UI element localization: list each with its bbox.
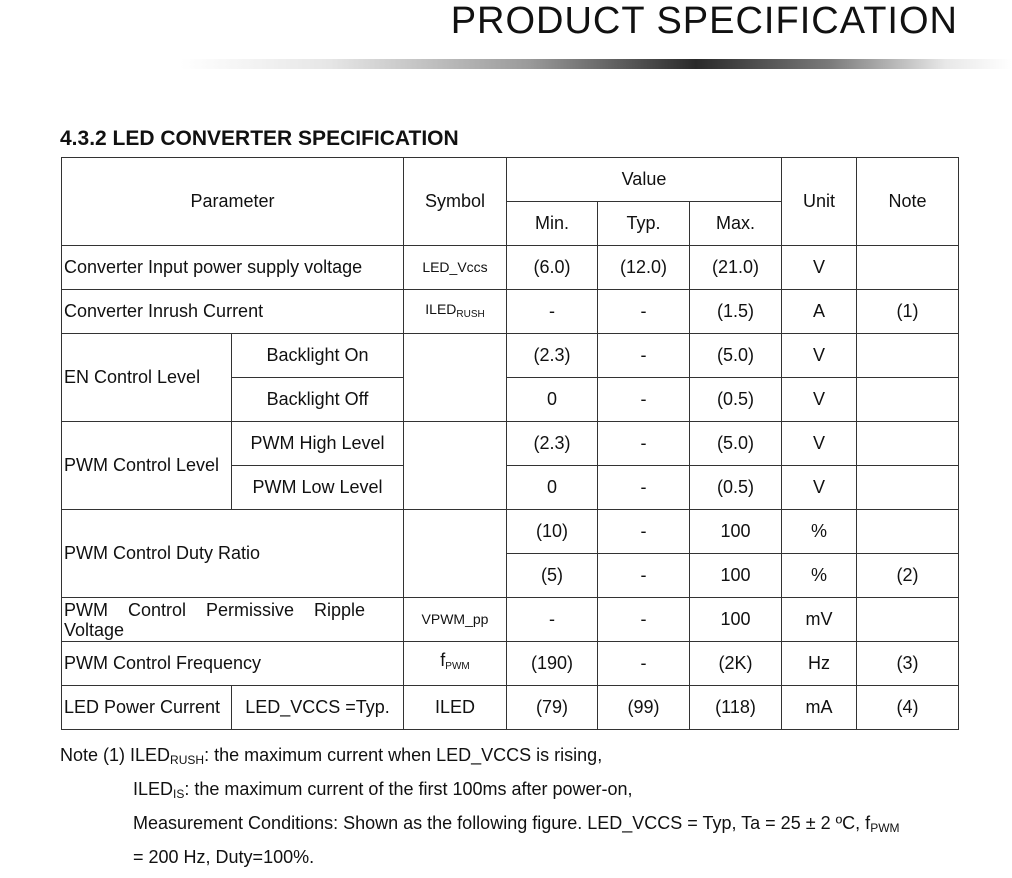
symbol-cell [404, 642, 507, 686]
unit-cell: mA [782, 686, 857, 730]
max-cell: 100 [690, 554, 782, 598]
max-cell: (2K) [690, 642, 782, 686]
param-cell: Converter Input power supply voltage [62, 246, 404, 290]
note-text: = 200 Hz, Duty=100%. [133, 847, 315, 867]
note-text: Note (1) ILED [60, 745, 171, 765]
param-cell: LED Power Current [62, 686, 232, 730]
typ-cell: - [598, 378, 690, 422]
symbol-subscript: PWM [445, 661, 470, 672]
note-text: : the maximum current when LED_VCCS is rising, [204, 745, 603, 765]
unit-cell: V [782, 246, 857, 290]
notes-block [60, 742, 900, 878]
note-line-2 [60, 776, 900, 810]
table-row [62, 290, 959, 334]
table-row [62, 510, 959, 554]
symbol-cell [404, 422, 507, 510]
note-cell [857, 246, 959, 290]
max-cell: (0.5) [690, 378, 782, 422]
typ-cell: - [598, 334, 690, 378]
typ-cell: - [598, 466, 690, 510]
note-cell: (2) [857, 554, 959, 598]
symbol-cell: VPWM_pp [404, 598, 507, 642]
symbol-cell [404, 510, 507, 598]
note-subscript: IS [173, 787, 185, 801]
header-value: Value [507, 158, 782, 202]
param-cell: EN Control Level [62, 334, 232, 422]
min-cell: (190) [507, 642, 598, 686]
note-cell [857, 510, 959, 554]
note-text: : the maximum current of the first 100ms after power-on, [184, 779, 633, 799]
table-row [62, 246, 959, 290]
note-cell [857, 598, 959, 642]
max-cell: (21.0) [690, 246, 782, 290]
param-cell: PWM Control Frequency [62, 642, 404, 686]
page-header-title: PRODUCT SPECIFICATION [450, 0, 958, 42]
unit-cell: V [782, 334, 857, 378]
min-cell: 0 [507, 378, 598, 422]
symbol-main: ILED [425, 300, 457, 317]
unit-cell: % [782, 554, 857, 598]
note-cell [857, 378, 959, 422]
symbol-cell: LED_Vccs [404, 246, 507, 290]
condition-cell: Backlight Off [232, 378, 404, 422]
param-cell: PWM Control Duty Ratio [62, 510, 404, 598]
min-cell: (79) [507, 686, 598, 730]
symbol-cell: ILED [404, 686, 507, 730]
condition-cell: LED_VCCS =Typ. [232, 686, 404, 730]
unit-cell: mV [782, 598, 857, 642]
section-title: 4.3.2 LED CONVERTER SPECIFICATION [60, 127, 459, 150]
header-parameter: Parameter [62, 158, 404, 246]
symbol-main: f [440, 650, 446, 670]
table-row [62, 334, 959, 378]
header-unit: Unit [782, 158, 857, 246]
max-cell: (5.0) [690, 334, 782, 378]
note-cell: (1) [857, 290, 959, 334]
min-cell: (5) [507, 554, 598, 598]
note-line-3 [60, 810, 900, 844]
note-line-1 [60, 742, 900, 776]
unit-cell: % [782, 510, 857, 554]
table-row [62, 686, 959, 730]
param-cell [62, 598, 404, 642]
unit-cell: V [782, 422, 857, 466]
min-cell: (6.0) [507, 246, 598, 290]
min-cell: (10) [507, 510, 598, 554]
note-text: ILED [133, 779, 174, 799]
symbol-subscript: RUSH [456, 308, 485, 320]
min-cell: (2.3) [507, 422, 598, 466]
table-row [62, 422, 959, 466]
header-max: Max. [690, 202, 782, 246]
unit-cell: A [782, 290, 857, 334]
max-cell: (5.0) [690, 422, 782, 466]
typ-cell: - [598, 554, 690, 598]
note-cell: (3) [857, 642, 959, 686]
unit-cell: Hz [782, 642, 857, 686]
max-cell: 100 [690, 598, 782, 642]
typ-cell: (12.0) [598, 246, 690, 290]
typ-cell: - [598, 290, 690, 334]
condition-cell: PWM High Level [232, 422, 404, 466]
min-cell: - [507, 598, 598, 642]
param-line-1: PWM Control Permissive Ripple [64, 599, 366, 620]
note-cell [857, 466, 959, 510]
typ-cell: - [598, 422, 690, 466]
typ-cell: (99) [598, 686, 690, 730]
note-line-4 [60, 844, 900, 878]
typ-cell: - [598, 642, 690, 686]
max-cell: (0.5) [690, 466, 782, 510]
max-cell: (118) [690, 686, 782, 730]
note-text: Measurement Conditions: Shown as the following figure. LED_VCCS = Typ, Ta = 25 ± 2 ºC, f [133, 813, 871, 833]
note-cell: (4) [857, 686, 959, 730]
header-min: Min. [507, 202, 598, 246]
condition-cell: Backlight On [232, 334, 404, 378]
min-cell: 0 [507, 466, 598, 510]
symbol-cell [404, 334, 507, 422]
typ-cell: - [598, 510, 690, 554]
note-subscript: PWM [870, 821, 900, 835]
table-row [62, 642, 959, 686]
header-symbol: Symbol [404, 158, 507, 246]
note-cell [857, 422, 959, 466]
min-cell: (2.3) [507, 334, 598, 378]
unit-cell: V [782, 466, 857, 510]
note-subscript: RUSH [170, 753, 205, 767]
param-cell: PWM Control Level [62, 422, 232, 510]
table-row [62, 598, 959, 642]
min-cell: - [507, 290, 598, 334]
typ-cell: - [598, 598, 690, 642]
unit-cell: V [782, 378, 857, 422]
condition-cell: PWM Low Level [232, 466, 404, 510]
param-line-2: Voltage [64, 619, 125, 640]
led-converter-spec-table [61, 157, 959, 730]
header-typ: Typ. [598, 202, 690, 246]
max-cell: (1.5) [690, 290, 782, 334]
symbol-cell [404, 290, 507, 334]
param-cell: Converter Inrush Current [62, 290, 404, 334]
header-note: Note [857, 158, 959, 246]
max-cell: 100 [690, 510, 782, 554]
note-cell [857, 334, 959, 378]
header-gradient-bar [180, 59, 1012, 69]
